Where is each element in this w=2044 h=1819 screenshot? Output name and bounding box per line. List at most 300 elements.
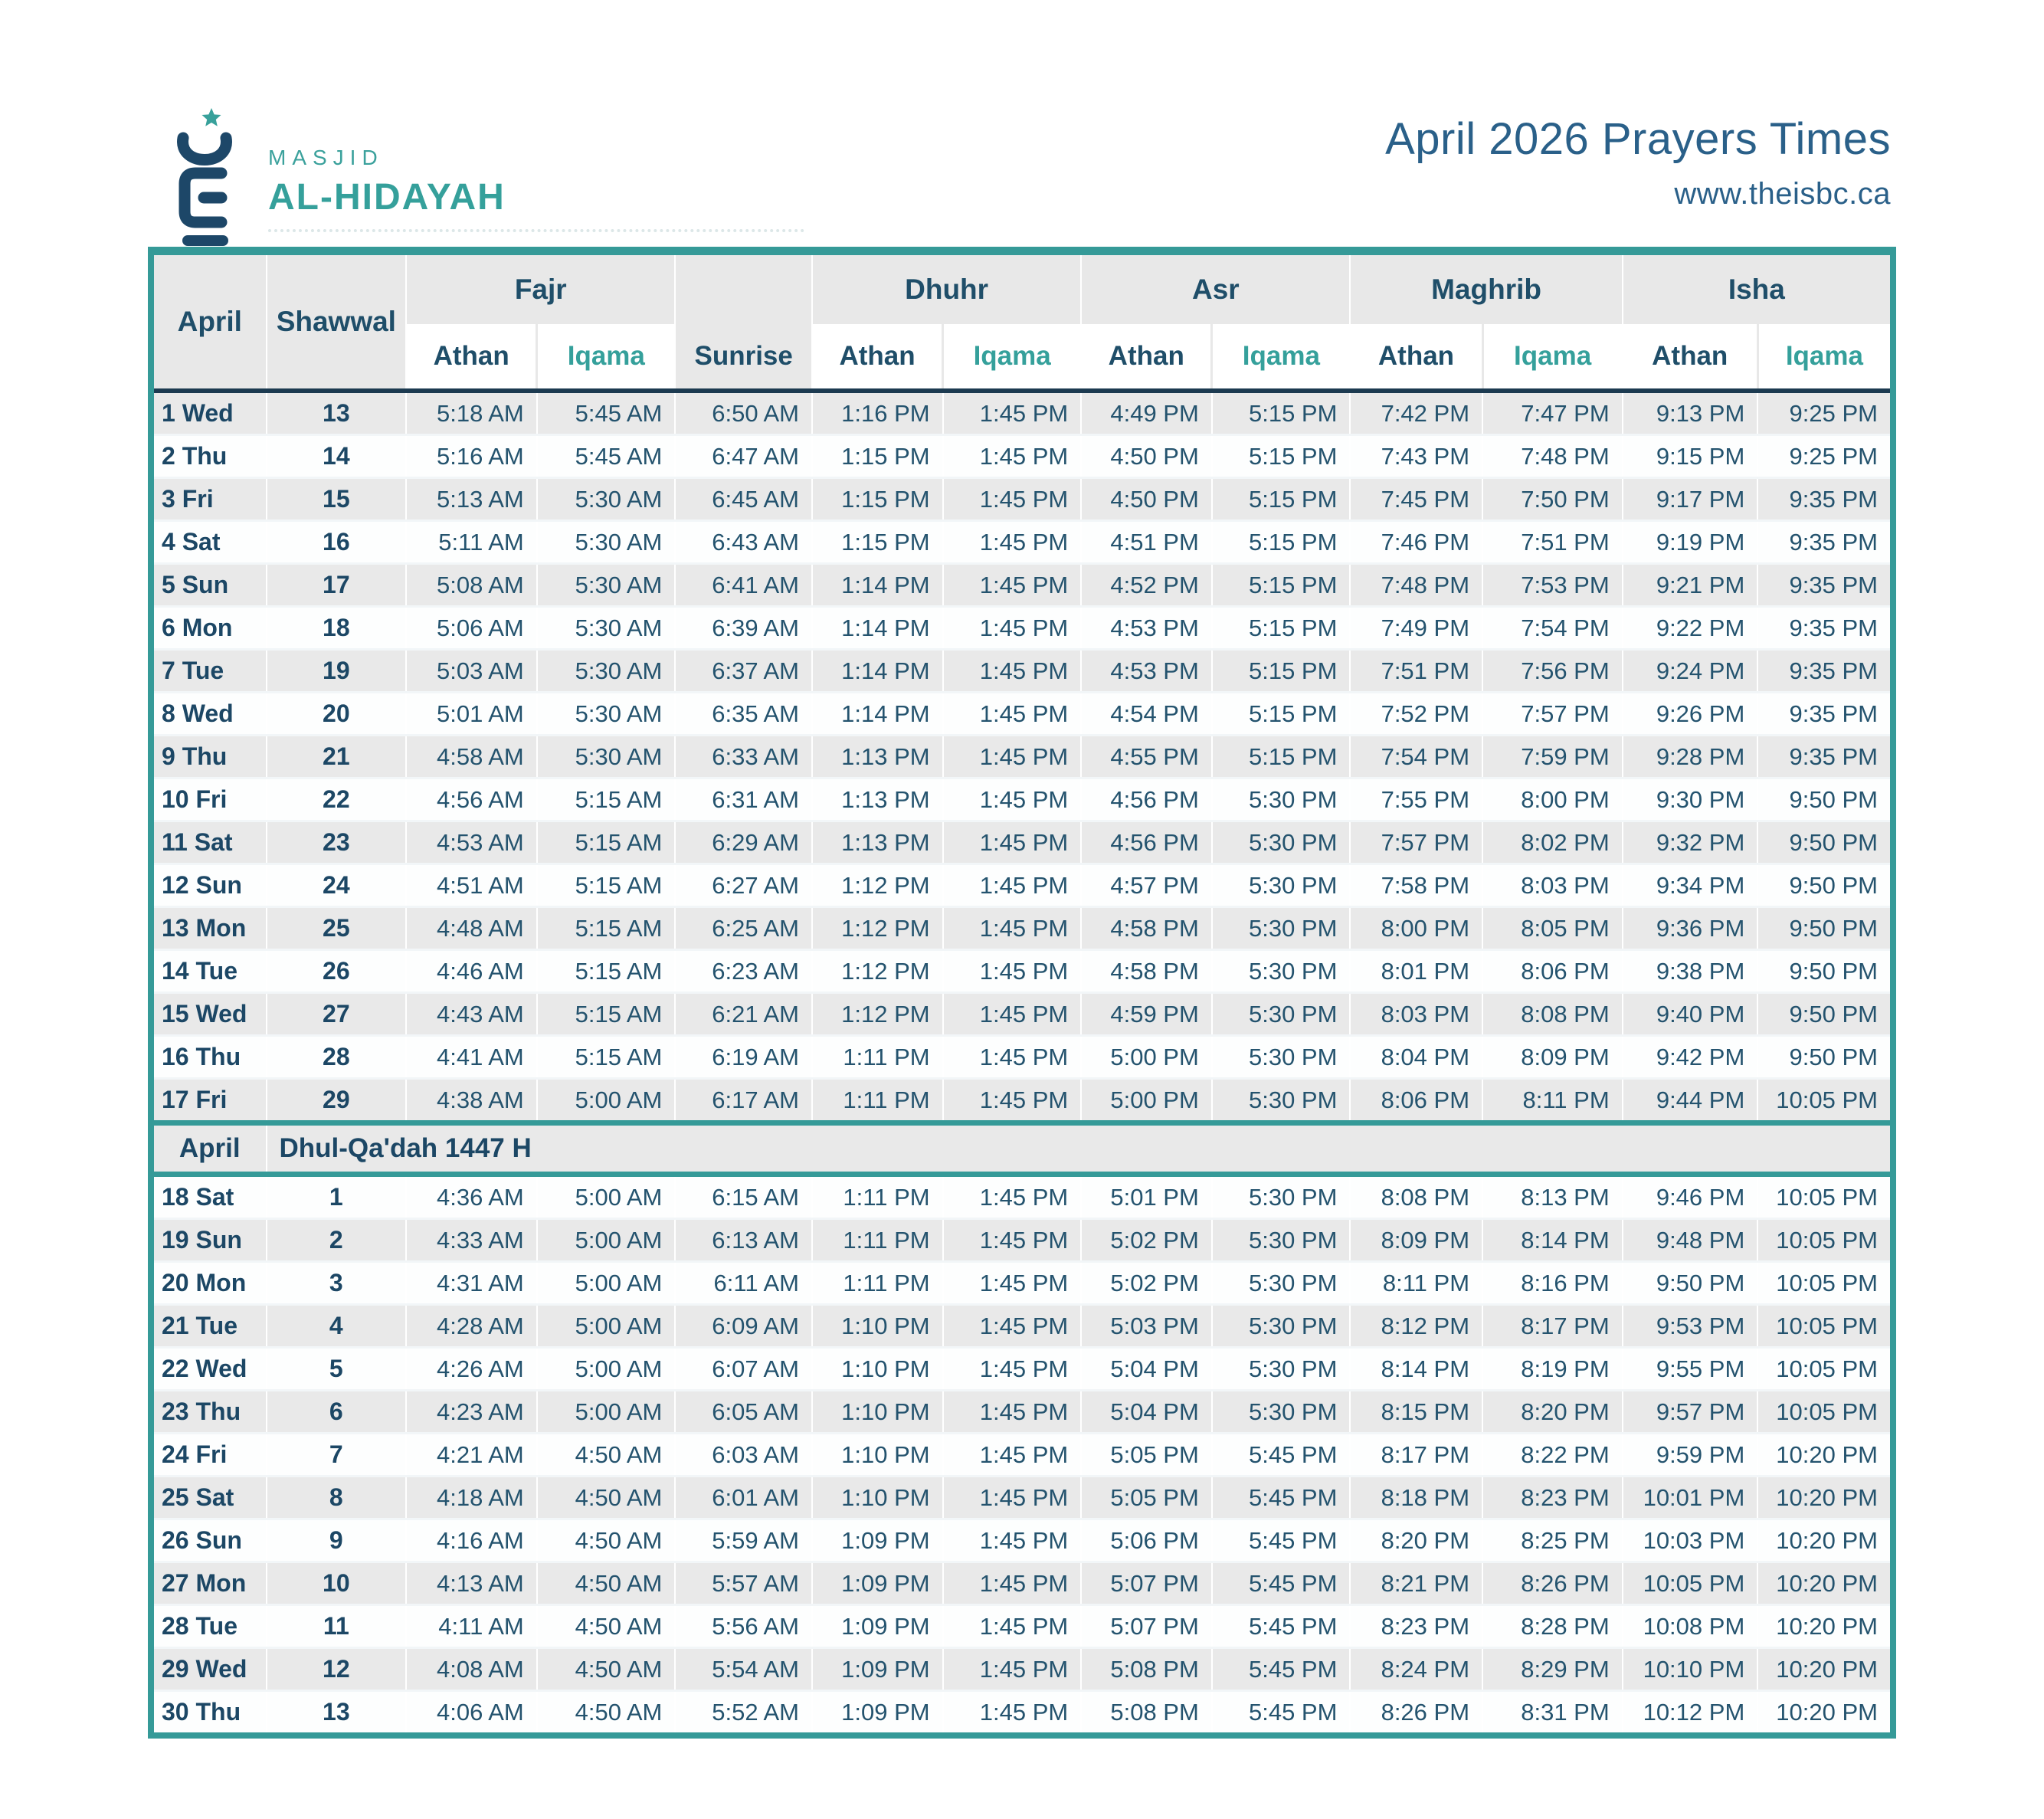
maghrib-athan-cell: 8:20 PM [1350,1519,1482,1562]
isha-athan-cell: 9:53 PM [1623,1305,1758,1348]
dhuhr-iqama-cell: 1:45 PM [943,864,1082,907]
hijri-date-cell: 17 [267,564,407,607]
fajr-iqama-cell: 5:15 AM [537,864,676,907]
website-link[interactable]: www.theisbc.ca [1674,177,1891,211]
asr-iqama-cell: 5:30 PM [1212,993,1351,1036]
fajr-athan-cell: 4:46 AM [406,950,537,993]
day-cell: 4 Sat [151,521,267,564]
hijri-date-cell: 13 [267,391,407,435]
dhuhr-iqama-cell: 1:45 PM [943,1175,1082,1219]
day-cell: 19 Sun [151,1219,267,1262]
isha-athan-cell: 9:21 PM [1623,564,1758,607]
day-cell: 2 Thu [151,435,267,478]
asr-iqama-cell: 5:30 PM [1212,821,1351,864]
asr-athan-cell: 4:58 PM [1081,950,1212,993]
fajr-iqama-cell: 5:15 AM [537,778,676,821]
day-cell: 23 Thu [151,1391,267,1434]
fajr-iqama-cell: 5:15 AM [537,907,676,950]
group-isha-header: Isha [1623,251,1893,325]
brand-logo [167,106,804,250]
maghrib-athan-cell: 8:21 PM [1350,1562,1482,1605]
table-row [151,521,1893,564]
asr-athan-cell: 4:51 PM [1081,521,1212,564]
isha-athan-cell: 9:24 PM [1623,650,1758,693]
day-cell: 12 Sun [151,864,267,907]
asr-iqama-cell: 5:15 PM [1212,607,1351,650]
hijri-date-cell: 11 [267,1605,407,1648]
asr-iqama-cell: 5:30 PM [1212,1219,1351,1262]
dhuhr-iqama-cell: 1:45 PM [943,564,1082,607]
isha-iqama-cell: 10:20 PM [1757,1605,1893,1648]
fajr-athan-cell: 4:48 AM [406,907,537,950]
isha-athan-cell: 9:40 PM [1623,993,1758,1036]
fajr-athan-cell: 4:33 AM [406,1219,537,1262]
isha-athan-cell: 10:10 PM [1623,1648,1758,1691]
maghrib-athan-cell: 7:45 PM [1350,478,1482,521]
hijri-date-cell: 16 [267,521,407,564]
maghrib-iqama-cell: 8:22 PM [1482,1434,1623,1477]
dhuhr-iqama-cell: 1:45 PM [943,821,1082,864]
isha-athan-cell: 10:12 PM [1623,1691,1758,1736]
hijri-date-cell: 6 [267,1391,407,1434]
maghrib-athan-cell: 7:43 PM [1350,435,1482,478]
sunrise-cell: 6:07 AM [675,1348,812,1391]
dhuhr-iqama-cell: 1:45 PM [943,1391,1082,1434]
month-separator [151,1123,1893,1175]
maghrib-iqama-cell: 8:25 PM [1482,1519,1623,1562]
sunrise-cell: 6:27 AM [675,864,812,907]
fajr-iqama-cell: 5:30 AM [537,478,676,521]
asr-athan-cell: 4:57 PM [1081,864,1212,907]
isha-athan-cell: 9:59 PM [1623,1434,1758,1477]
maghrib-iqama-cell: 8:20 PM [1482,1391,1623,1434]
dhuhr-iqama-cell: 1:45 PM [943,1605,1082,1648]
dhuhr-iqama-cell: 1:45 PM [943,693,1082,736]
fajr-iqama-cell: 5:30 AM [537,564,676,607]
hijri-date-cell: 25 [267,907,407,950]
isha-athan-cell: 9:19 PM [1623,521,1758,564]
dhuhr-iqama-cell: 1:45 PM [943,1691,1082,1736]
asr-iqama-cell: 5:15 PM [1212,736,1351,778]
maghrib-athan-cell: 8:18 PM [1350,1477,1482,1519]
maghrib-athan-cell: 7:48 PM [1350,564,1482,607]
asr-iqama-cell: 5:30 PM [1212,1036,1351,1079]
day-cell: 14 Tue [151,950,267,993]
prayers-table-wrap [148,247,1896,1739]
dhuhr-athan-cell: 1:14 PM [812,564,943,607]
sunrise-cell: 6:47 AM [675,435,812,478]
sunrise-header: Sunrise [675,324,812,391]
isha-iqama-cell: 10:20 PM [1757,1648,1893,1691]
asr-iqama-cell: 5:15 PM [1212,391,1351,435]
dhuhr-iqama-cell: 1:45 PM [943,907,1082,950]
sunrise-cell: 6:17 AM [675,1079,812,1123]
day-cell: 25 Sat [151,1477,267,1519]
dhuhr-athan-cell: 1:12 PM [812,907,943,950]
fajr-athan-cell: 4:41 AM [406,1036,537,1079]
fajr-athan-cell: 4:53 AM [406,821,537,864]
sunrise-cell: 6:39 AM [675,607,812,650]
table-row [151,821,1893,864]
isha-iqama-cell: 9:50 PM [1757,864,1893,907]
table-row [151,650,1893,693]
day-cell: 7 Tue [151,650,267,693]
separator-hijri-label: Dhul-Qa'dah 1447 H [267,1123,1893,1175]
maghrib-iqama-cell: 8:02 PM [1482,821,1623,864]
asr-iqama-cell: 5:15 PM [1212,564,1351,607]
table-row [151,1648,1893,1691]
maghrib-iqama-cell: 7:59 PM [1482,736,1623,778]
maghrib-athan-cell: 8:12 PM [1350,1305,1482,1348]
dhuhr-iqama-cell: 1:45 PM [943,1305,1082,1348]
col-shawwal-header: Shawwal [267,251,407,392]
asr-iqama-cell: 5:45 PM [1212,1648,1351,1691]
maghrib-iqama-cell: 8:17 PM [1482,1305,1623,1348]
asr-iqama-cell: 5:45 PM [1212,1519,1351,1562]
masjid-label: MASJID [268,146,384,169]
maghrib-iqama-cell: 8:14 PM [1482,1219,1623,1262]
hijri-date-cell: 29 [267,1079,407,1123]
tagline-divider [268,229,804,232]
page-title: April 2026 Prayers Times [1385,114,1891,164]
fajr-athan-cell: 5:08 AM [406,564,537,607]
maghrib-athan-cell: 8:14 PM [1350,1348,1482,1391]
fajr-iqama-cell: 4:50 AM [537,1562,676,1605]
sunrise-cell: 6:23 AM [675,950,812,993]
fajr-iqama-cell: 5:00 AM [537,1391,676,1434]
hijri-date-cell: 15 [267,478,407,521]
fajr-athan-cell: 4:51 AM [406,864,537,907]
hijri-date-cell: 26 [267,950,407,993]
dhuhr-iqama-cell: 1:45 PM [943,1562,1082,1605]
table-row [151,736,1893,778]
maghrib-iqama-cell: 7:47 PM [1482,391,1623,435]
dhuhr-athan-cell: 1:13 PM [812,778,943,821]
day-cell: 20 Mon [151,1262,267,1305]
asr-iqama-cell: 5:15 PM [1212,693,1351,736]
isha-athan-cell: 9:30 PM [1623,778,1758,821]
hijri-date-cell: 14 [267,435,407,478]
maghrib-iqama-cell: 8:03 PM [1482,864,1623,907]
sunrise-cell: 6:31 AM [675,778,812,821]
maghrib-iqama-cell: 7:51 PM [1482,521,1623,564]
day-cell: 18 Sat [151,1175,267,1219]
isha-iqama-cell: 9:35 PM [1757,693,1893,736]
maghrib-athan-cell: 7:42 PM [1350,391,1482,435]
isha-iqama-cell: 10:05 PM [1757,1175,1893,1219]
asr-athan-cell: 4:56 PM [1081,821,1212,864]
fajr-athan-cell: 5:18 AM [406,391,537,435]
table-row [151,435,1893,478]
prayers-table [148,247,1896,1739]
isha-iqama-cell: 9:50 PM [1757,778,1893,821]
dhuhr-athan-cell: 1:15 PM [812,435,943,478]
maghrib-athan-cell: 7:58 PM [1350,864,1482,907]
dhuhr-athan-cell: 1:11 PM [812,1079,943,1123]
asr-athan-cell: 4:55 PM [1081,736,1212,778]
isha-athan-cell: 9:57 PM [1623,1391,1758,1434]
table-row [151,564,1893,607]
fajr-athan-cell: 4:38 AM [406,1079,537,1123]
isha-iqama-cell: 9:50 PM [1757,821,1893,864]
maghrib-athan-cell: 8:04 PM [1350,1036,1482,1079]
day-cell: 26 Sun [151,1519,267,1562]
hijri-date-cell: 7 [267,1434,407,1477]
isha-iqama-cell: 9:50 PM [1757,1036,1893,1079]
hijri-date-cell: 27 [267,993,407,1036]
hijri-date-cell: 13 [267,1691,407,1736]
isha-athan-cell: 9:13 PM [1623,391,1758,435]
isha-athan-cell: 10:08 PM [1623,1605,1758,1648]
sunrise-spacer [675,251,812,325]
fajr-iqama-cell: 5:15 AM [537,950,676,993]
separator-month: April [151,1123,267,1175]
isha-athan-cell: 9:15 PM [1623,435,1758,478]
isha-athan-cell: 9:36 PM [1623,907,1758,950]
dhuhr-iqama-cell: 1:45 PM [943,391,1082,435]
fajr-iqama-cell: 5:45 AM [537,391,676,435]
fajr-iqama-cell: 5:00 AM [537,1079,676,1123]
asr-iqama-cell: 5:45 PM [1212,1691,1351,1736]
sunrise-cell: 6:29 AM [675,821,812,864]
hijri-date-cell: 24 [267,864,407,907]
dhuhr-athan-cell: 1:09 PM [812,1519,943,1562]
isha-athan-cell: 10:05 PM [1623,1562,1758,1605]
maghrib-athan-header: Athan [1350,324,1482,391]
hijri-date-cell: 4 [267,1305,407,1348]
isha-athan-cell: 9:22 PM [1623,607,1758,650]
dhuhr-athan-cell: 1:11 PM [812,1175,943,1219]
dhuhr-iqama-cell: 1:45 PM [943,950,1082,993]
dhuhr-iqama-cell: 1:45 PM [943,435,1082,478]
dhuhr-iqama-cell: 1:45 PM [943,1519,1082,1562]
fajr-athan-cell: 4:18 AM [406,1477,537,1519]
dhuhr-iqama-cell: 1:45 PM [943,1648,1082,1691]
group-fajr-header: Fajr [406,251,675,325]
col-april-header: April [151,251,267,392]
sunrise-cell: 6:01 AM [675,1477,812,1519]
dhuhr-athan-cell: 1:10 PM [812,1477,943,1519]
isha-athan-cell: 9:34 PM [1623,864,1758,907]
asr-iqama-cell: 5:30 PM [1212,778,1351,821]
asr-athan-cell: 5:01 PM [1081,1175,1212,1219]
maghrib-iqama-cell: 8:08 PM [1482,993,1623,1036]
isha-iqama-cell: 10:20 PM [1757,1434,1893,1477]
dhuhr-iqama-cell: 1:45 PM [943,1434,1082,1477]
fajr-iqama-cell: 5:15 AM [537,993,676,1036]
isha-athan-cell: 9:46 PM [1623,1175,1758,1219]
maghrib-athan-cell: 7:51 PM [1350,650,1482,693]
fajr-athan-cell: 5:06 AM [406,607,537,650]
fajr-athan-cell: 4:13 AM [406,1562,537,1605]
dhuhr-athan-cell: 1:09 PM [812,1562,943,1605]
asr-iqama-cell: 5:45 PM [1212,1477,1351,1519]
asr-athan-cell: 5:00 PM [1081,1079,1212,1123]
table-row [151,607,1893,650]
fajr-athan-cell: 4:36 AM [406,1175,537,1219]
dhuhr-athan-cell: 1:14 PM [812,693,943,736]
isha-iqama-cell: 10:20 PM [1757,1691,1893,1736]
fajr-athan-cell: 4:11 AM [406,1605,537,1648]
maghrib-athan-cell: 7:52 PM [1350,693,1482,736]
fajr-athan-cell: 4:28 AM [406,1305,537,1348]
dhuhr-iqama-cell: 1:45 PM [943,1262,1082,1305]
asr-iqama-cell: 5:15 PM [1212,650,1351,693]
dhuhr-iqama-cell: 1:45 PM [943,1219,1082,1262]
asr-athan-cell: 5:08 PM [1081,1648,1212,1691]
asr-athan-cell: 4:59 PM [1081,993,1212,1036]
dhuhr-athan-header: Athan [812,324,943,391]
isha-athan-header: Athan [1623,324,1758,391]
dhuhr-iqama-cell: 1:45 PM [943,1079,1082,1123]
dhuhr-athan-cell: 1:13 PM [812,821,943,864]
isha-iqama-cell: 9:50 PM [1757,993,1893,1036]
isha-iqama-cell: 9:35 PM [1757,564,1893,607]
table-row [151,778,1893,821]
maghrib-iqama-cell: 8:16 PM [1482,1262,1623,1305]
isha-athan-cell: 9:38 PM [1623,950,1758,993]
asr-athan-cell: 5:00 PM [1081,1036,1212,1079]
dhuhr-athan-cell: 1:12 PM [812,864,943,907]
group-header-row [151,251,1893,325]
maghrib-iqama-cell: 8:29 PM [1482,1648,1623,1691]
asr-athan-cell: 5:03 PM [1081,1305,1212,1348]
asr-athan-cell: 5:07 PM [1081,1562,1212,1605]
sunrise-cell: 5:56 AM [675,1605,812,1648]
maghrib-athan-cell: 8:06 PM [1350,1079,1482,1123]
isha-athan-cell: 9:55 PM [1623,1348,1758,1391]
fajr-athan-cell: 4:21 AM [406,1434,537,1477]
table-row [151,478,1893,521]
hijri-date-cell: 20 [267,693,407,736]
asr-iqama-cell: 5:15 PM [1212,521,1351,564]
isha-athan-cell: 9:42 PM [1623,1036,1758,1079]
sunrise-cell: 5:52 AM [675,1691,812,1736]
maghrib-iqama-cell: 8:31 PM [1482,1691,1623,1736]
group-maghrib-header: Maghrib [1350,251,1622,325]
table-row [151,1175,1893,1219]
isha-iqama-cell: 10:05 PM [1757,1305,1893,1348]
dhuhr-athan-cell: 1:15 PM [812,478,943,521]
isha-iqama-cell: 10:20 PM [1757,1519,1893,1562]
separator-row [151,1123,1893,1175]
maghrib-athan-cell: 8:26 PM [1350,1691,1482,1736]
sunrise-cell: 6:41 AM [675,564,812,607]
asr-athan-cell: 5:04 PM [1081,1348,1212,1391]
isha-athan-cell: 9:48 PM [1623,1219,1758,1262]
mosque-logo-icon [167,106,245,250]
dhuhr-athan-cell: 1:10 PM [812,1305,943,1348]
dhuhr-iqama-cell: 1:45 PM [943,736,1082,778]
table-row [151,1305,1893,1348]
day-cell: 3 Fri [151,478,267,521]
table-row [151,907,1893,950]
dhuhr-athan-cell: 1:13 PM [812,736,943,778]
sunrise-cell: 6:21 AM [675,993,812,1036]
dhuhr-iqama-cell: 1:45 PM [943,993,1082,1036]
dhuhr-athan-cell: 1:14 PM [812,607,943,650]
asr-athan-cell: 4:52 PM [1081,564,1212,607]
sunrise-cell: 6:15 AM [675,1175,812,1219]
table-row [151,950,1893,993]
hijri-date-cell: 21 [267,736,407,778]
isha-athan-cell: 9:32 PM [1623,821,1758,864]
maghrib-iqama-cell: 7:53 PM [1482,564,1623,607]
isha-iqama-cell: 9:35 PM [1757,607,1893,650]
fajr-athan-cell: 5:11 AM [406,521,537,564]
sunrise-cell: 5:57 AM [675,1562,812,1605]
fajr-athan-cell: 4:26 AM [406,1348,537,1391]
hijri-date-cell: 12 [267,1648,407,1691]
brand-text [268,146,804,232]
asr-athan-cell: 5:04 PM [1081,1391,1212,1434]
sunrise-cell: 6:05 AM [675,1391,812,1434]
asr-iqama-cell: 5:30 PM [1212,907,1351,950]
asr-iqama-cell: 5:30 PM [1212,950,1351,993]
maghrib-athan-cell: 8:03 PM [1350,993,1482,1036]
hijri-date-cell: 9 [267,1519,407,1562]
maghrib-iqama-cell: 7:56 PM [1482,650,1623,693]
fajr-athan-cell: 4:56 AM [406,778,537,821]
day-cell: 16 Thu [151,1036,267,1079]
maghrib-iqama-cell: 8:06 PM [1482,950,1623,993]
day-cell: 10 Fri [151,778,267,821]
fajr-iqama-cell: 5:15 AM [537,1036,676,1079]
dhuhr-athan-cell: 1:12 PM [812,993,943,1036]
isha-iqama-header: Iqama [1757,324,1893,391]
dhuhr-athan-cell: 1:10 PM [812,1348,943,1391]
maghrib-iqama-cell: 8:00 PM [1482,778,1623,821]
asr-iqama-cell: 5:30 PM [1212,1175,1351,1219]
fajr-iqama-cell: 5:30 AM [537,521,676,564]
sunrise-cell: 6:50 AM [675,391,812,435]
day-cell: 29 Wed [151,1648,267,1691]
dhuhr-iqama-cell: 1:45 PM [943,778,1082,821]
isha-athan-cell: 9:50 PM [1623,1262,1758,1305]
table-row [151,1079,1893,1123]
dhuhr-athan-cell: 1:12 PM [812,950,943,993]
dhuhr-athan-cell: 1:10 PM [812,1391,943,1434]
group-asr-header: Asr [1081,251,1350,325]
dhuhr-iqama-cell: 1:45 PM [943,1036,1082,1079]
hijri-date-cell: 3 [267,1262,407,1305]
isha-iqama-cell: 9:35 PM [1757,521,1893,564]
asr-athan-cell: 5:02 PM [1081,1219,1212,1262]
asr-athan-cell: 4:58 PM [1081,907,1212,950]
star-icon [202,108,221,126]
dhuhr-iqama-cell: 1:45 PM [943,1348,1082,1391]
isha-iqama-cell: 10:20 PM [1757,1562,1893,1605]
asr-athan-cell: 5:08 PM [1081,1691,1212,1736]
isha-iqama-cell: 10:05 PM [1757,1262,1893,1305]
isha-athan-cell: 10:01 PM [1623,1477,1758,1519]
maghrib-iqama-cell: 7:54 PM [1482,607,1623,650]
day-cell: 8 Wed [151,693,267,736]
maghrib-iqama-cell: 8:13 PM [1482,1175,1623,1219]
fajr-athan-cell: 4:43 AM [406,993,537,1036]
sunrise-cell: 6:13 AM [675,1219,812,1262]
dhuhr-iqama-cell: 1:45 PM [943,607,1082,650]
fajr-iqama-cell: 5:00 AM [537,1305,676,1348]
fajr-athan-cell: 4:06 AM [406,1691,537,1736]
dhuhr-athan-cell: 1:15 PM [812,521,943,564]
dhuhr-athan-cell: 1:09 PM [812,1648,943,1691]
fajr-iqama-cell: 4:50 AM [537,1648,676,1691]
dhuhr-athan-cell: 1:14 PM [812,650,943,693]
sunrise-cell: 6:45 AM [675,478,812,521]
maghrib-iqama-cell: 7:57 PM [1482,693,1623,736]
asr-athan-cell: 4:53 PM [1081,607,1212,650]
